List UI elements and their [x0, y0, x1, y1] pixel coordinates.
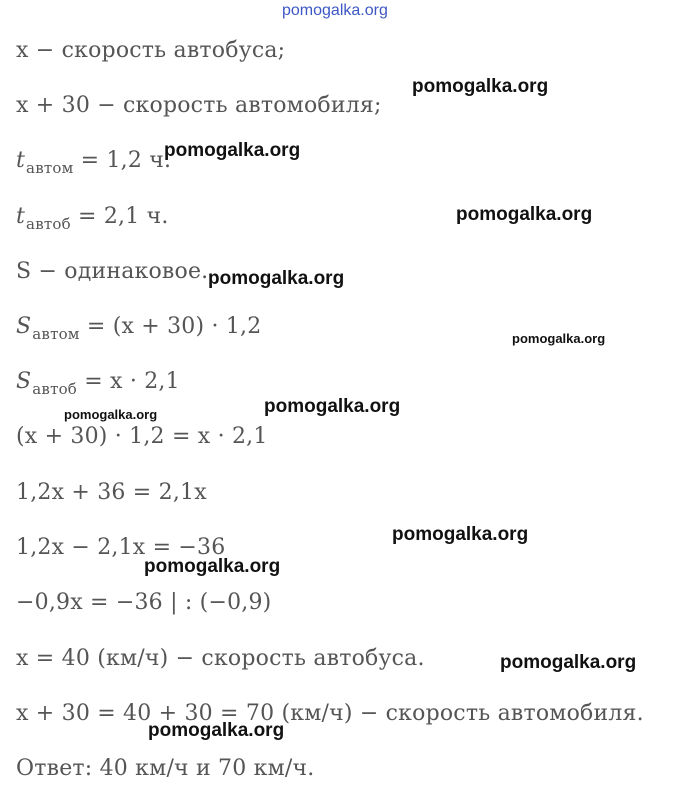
- solution-line-12: x = 40 (км/ч) − скорость автобуса.: [16, 646, 425, 671]
- solution-line-9: 1,2x + 36 = 2,1x: [16, 480, 207, 505]
- answer-line: Ответ: 40 км/ч и 70 км/ч.: [16, 756, 315, 781]
- subscript: автом: [26, 159, 74, 177]
- expr: = x · 2,1: [77, 369, 180, 394]
- var-t: t: [16, 204, 26, 229]
- expr: = 1,2 ч.: [73, 148, 172, 173]
- subscript: автоб: [26, 215, 71, 233]
- subscript: автоб: [32, 380, 78, 398]
- solution-line-5: S − одинаковое.: [16, 259, 209, 284]
- watermark: pomogalka.org: [144, 556, 281, 577]
- watermark: pomogalka.org: [456, 204, 593, 225]
- watermark: pomogalka.org: [392, 524, 529, 545]
- expr: = (x + 30) · 1,2: [79, 314, 262, 339]
- solution-line-3: [16, 147, 171, 176]
- solution-line-7: [16, 368, 180, 397]
- solution-line-1: x − скорость автобуса;: [16, 38, 286, 63]
- watermark: pomogalka.org: [264, 396, 401, 417]
- watermark: pomogalka.org: [164, 140, 301, 161]
- var-s: S: [16, 314, 32, 339]
- subscript: автом: [32, 325, 80, 343]
- solution-line-2: x + 30 − скорость автомобиля;: [16, 93, 382, 118]
- var-t: t: [16, 148, 26, 173]
- solution-line-10: 1,2x − 2,1x = −36: [16, 535, 226, 560]
- solution-line-13: x + 30 = 40 + 30 = 70 (км/ч) − скорость автомобиля.: [16, 701, 644, 726]
- watermark: pomogalka.org: [148, 720, 285, 741]
- watermark: pomogalka.org: [500, 652, 637, 673]
- expr: = 2,1 ч.: [70, 204, 169, 229]
- watermark: pomogalka.org: [412, 76, 549, 97]
- watermark: pomogalka.org: [64, 407, 158, 422]
- watermark: pomogalka.org: [512, 331, 606, 346]
- var-s: S: [16, 369, 32, 394]
- solution-line-11: −0,9x = −36 | : (−0,9): [16, 590, 272, 615]
- watermark-top: pomogalka.org: [282, 2, 388, 19]
- solution-line-8: (x + 30) · 1,2 = x · 2,1: [16, 424, 268, 449]
- solution-line-4: [16, 203, 169, 232]
- solution-line-6: [16, 313, 261, 342]
- watermark: pomogalka.org: [208, 268, 345, 289]
